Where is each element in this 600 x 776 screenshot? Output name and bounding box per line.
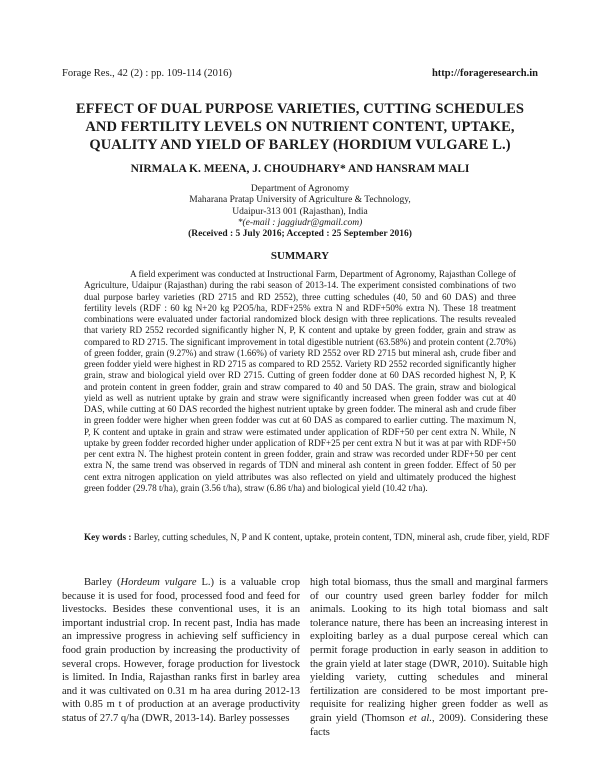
- affiliation-city: Udaipur-313 001 (Rajasthan), India: [232, 206, 368, 217]
- body-column-left: [62, 576, 300, 726]
- intro-text-rest: L.) is a valuable crop because it is used for food, processed food and feed for livestocks. Besides these conventional uses, it is an important industrial crop. In recent past, India has made an impressive progress in achieving self sufficiency in food grain production by increasing the productivity of several crops. However, forage production for livestock is limited. In India, Rajasthan ranks first in barley area and it was cultivated on 0.31 m ha area during 2012-13 with 0.85 m t of production at an average productivity status of 27.7 q/ha (DWR, 2013-14). Barley possesses: [62, 577, 300, 724]
- keywords-block: [84, 531, 578, 543]
- journal-citation: Forage Res., 42 (2) : pp. 109-114 (2016): [62, 68, 232, 79]
- summary-heading: SUMMARY: [270, 250, 330, 262]
- species-name: Hordeum vulgare: [120, 577, 197, 588]
- body-column-right: [310, 576, 548, 739]
- affiliation-university: Maharana Pratap University of Agriculture & Technology,: [189, 195, 411, 206]
- abstract-text: A field experiment was conducted at Instructional Farm, Department of Agronomy, Rajasthan College of Agriculture, Udaipur (Rajasthan) during the rabi season of 2013-14. The experiment consisted combinations of two dual purpose barley varieties (RD 2715 and RD 2552), three cutting schedules (40, 50 and 60 DAS) and three fertility levels (RDF : 60 kg N+20 kg P2O5/ha, RDF+25% extra N and RDF+50% extra N). These 18 treatment combinations were evaluated under factorial randomized block design with three replications. The results revealed that variety RD 2552 recorded significantly higher N, P, K content and uptake by green fodder, grain and straw as compared to RD 2715. The significant improvement in total digestible nutrient (63.58%) and protein content (2.70%) of green fodder, grain (9.27%) and straw (1.66%) of variety RD 2552 over RD 2715 but mineral ash, crude fiber and green fodder yield were highest in RD 2715 as compared to RD 2552. Variety RD 2552 recorded significantly higher grain, straw and biological yield over RD 2715. Cutting of green fodder done at 60 DAS recorded highest N, P, K and protein content in green fodder, grain and straw compared to 40 and 50 DAS. The grain, straw and biological yield as well as nutrient uptake by grain and straw were significantly increased when green fodder was cut at 40 DAS, while cutting at 60 DAS recorded the highest nutrient uptake by green fodder. The mineral ash and crude fiber in green fodder were higher when green fodder was cut at 60 DAS as compared to earlier cutting. The maximum N, P, K content and uptake in grain and straw were estimated under application of RDF+50 per cent extra N. While, N uptake by green fodder recorded higher under application of RDF+25 per cent extra N but it was at par with RDF+50 per cent extra N. The highest protein content in green fodder, grain and straw was recorded under RDF+50 per cent extra N, the same trend was observed in regards of TDN and mineral ash content in green fodder. Effect of 50 per cent extra nitrogen application on yield attributes was also reflected on yield and ultimately produced the highest green fodder (29.78 t/ha), grain (3.56 t/ha), straw (6.86 t/ha) and biological yield (10.42 t/ha).: [84, 269, 516, 493]
- affiliation-email: *(e-mail : jaggiudr@gmail.com): [237, 217, 363, 228]
- journal-url[interactable]: http://forageresearch.in: [431, 68, 538, 79]
- keywords-text: Barley, cutting schedules, N, P and K content, uptake, protein content, TDN, mineral ash, crude fiber, yield, RDF: [133, 532, 550, 542]
- keywords-label: Key words :: [84, 532, 132, 542]
- received-accepted-dates: (Received : 5 July 2016; Accepted : 25 September 2016): [188, 229, 412, 240]
- affiliation-block: [62, 184, 538, 240]
- et-al: et al.: [409, 712, 432, 724]
- author-list: NIRMALA K. MEENA, J. CHOUDHARY* AND HANSRAM MALI: [130, 163, 470, 175]
- running-header: [62, 68, 538, 82]
- intro-text-start: Barley (: [84, 577, 121, 588]
- col2-text-start: high total biomass, thus the small and marginal farmers of our country used green barley fodder for milch animals. Looking to its high total biomass and salt tolerance nature, there has been an increasing interest in exploiting barley as a dual purpose cereal which can permit forage production in early season in addition to the grain yield at later stage (DWR, 2010). Suitable high yielding variety, cutting schedules and mineral fertilization are considered to be most important pre-requisite for realizing higher green fodder as well as grain yield (Thomson: [310, 577, 548, 724]
- affiliation-department: Department of Agronomy: [250, 184, 350, 194]
- article-title: EFFECT OF DUAL PURPOSE VARIETIES, CUTTING SCHEDULES AND FERTILITY LEVELS ON NUTRIENT CONTENT, UPTAKE, QUALITY AND YIELD OF BARLEY (HORDIUM VULGARE L.): [75, 101, 525, 153]
- col2-text-rest: , 2009). Considering these facts: [310, 712, 549, 738]
